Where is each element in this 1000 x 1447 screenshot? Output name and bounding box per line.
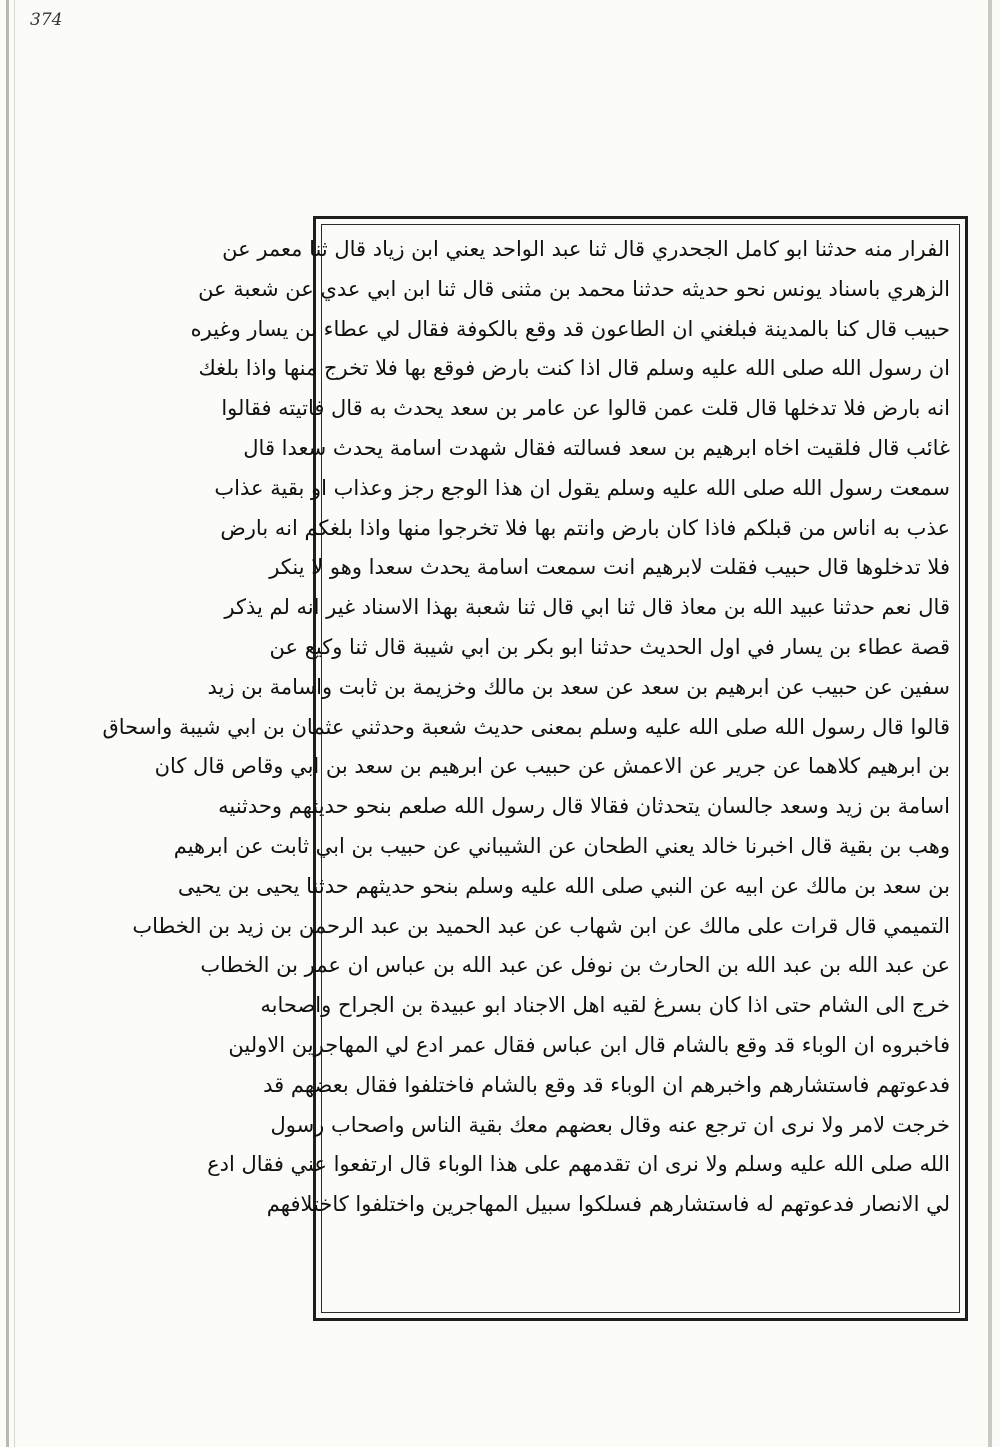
folio-number: 374 bbox=[30, 10, 63, 30]
binding-gutter bbox=[6, 0, 9, 1447]
text-line: بن سعد بن مالك عن ابيه عن النبي صلى الله عليه وسلم بنحو حديثهم حدثنا يحيى بن يحيى bbox=[177, 873, 950, 898]
text-line: عن عبد الله بن عبد الله بن الحارث بن نوفل عن عبد الله بن عباس ان عمر بن الخطاب bbox=[200, 953, 950, 978]
text-line: فدعوتهم فاستشارهم واخبرهم ان الوباء قد وقع بالشام فاختلفوا فقال بعضهم قد bbox=[263, 1072, 950, 1097]
text-line: لي الانصار فدعوتهم له فاستشارهم فسلكوا سبيل المهاجرين واختلفوا كاختلافهم bbox=[266, 1192, 950, 1217]
text-line: فاخبروه ان الوباء قد وقع بالشام قال ابن عباس فقال عمر ادع لي المهاجرين الاولين bbox=[228, 1032, 950, 1057]
text-line: بن ابرهيم كلاهما عن جرير عن الاعمش عن حبيب عن ابرهيم بن سعد بن ابي وقاص قال كان bbox=[154, 754, 950, 779]
text-line: التميمي قال قرات على مالك عن ابن شهاب عن عبد الحميد بن عبد الرحمن بن زيد بن الخطاب bbox=[132, 913, 950, 938]
text-line: خرج الى الشام حتى اذا كان بسرغ لقيه اهل الاجناد ابو عبيدة بن الجراح واصحابه bbox=[260, 993, 950, 1018]
text-line: الزهري باسناد يونس نحو حديثه حدثنا محمد بن مثنى قال ثنا ابن ابي عدي عن شعبة عن bbox=[198, 276, 950, 301]
text-line: ان رسول الله صلى الله عليه وسلم قال اذا كنت بارض فوقع بها فلا تخرج منها واذا بلغك bbox=[198, 356, 950, 381]
text-line: قصة عطاء بن يسار في اول الحديث حدثنا ابو بكر بن ابي شيبة قال ثنا وكيع عن bbox=[269, 634, 950, 659]
text-line: خرجت لامر ولا نرى ان ترجع عنه وقال بعضهم معك بقية الناس واصحاب رسول bbox=[270, 1112, 950, 1137]
text-line: وهب بن بقية قال اخبرنا خالد يعني الطحان عن الشيباني عن حبيب بن ابي ثابت عن ابرهيم bbox=[173, 833, 950, 858]
text-line: عذب به اناس من قبلكم فاذا كان بارض وانتم بها فلا تخرجوا منها واذا بلغكم انه بارض bbox=[220, 515, 950, 540]
text-line: قالوا قال رسول الله صلى الله عليه وسلم بمعنى حديث شعبة وحدثني عثمان بن ابي شيبة واسحاق bbox=[102, 714, 950, 739]
text-line: غائب قال فلقيت اخاه ابرهيم بن سعد فسالته فقال شهدت اسامة يحدث سعدا قال bbox=[243, 435, 950, 460]
text-line: اسامة بن زيد وسعد جالسان يتحدثان فقالا قال رسول الله صلعم بنحو حديثهم وحدثنيه bbox=[218, 794, 950, 819]
text-line: سمعت رسول الله صلى الله عليه وسلم يقول ان هذا الوجع رجز وعذاب او بقية عذاب bbox=[214, 475, 950, 500]
text-line: سفين عن حبيب عن ابرهيم بن سعد عن سعد بن مالك وخزيمة بن ثابت واسامة بن زيد bbox=[207, 674, 950, 699]
binding-gutter-inner bbox=[14, 0, 15, 1447]
text-line: حبيب قال كنا بالمدينة فبلغني ان الطاعون قد وقع بالكوفة فقال لي عطاء بن يسار وغيره bbox=[190, 316, 950, 341]
text-line: الله صلى الله عليه وسلم ولا نرى ان تقدمهم على هذا الوباء قال ارتفعوا عني فقال ادع bbox=[207, 1152, 950, 1177]
text-line: الفرار منه حدثنا ابو كامل الجحدري قال ثنا عبد الواحد يعني ابن زياد قال ثنا معمر عن bbox=[222, 237, 950, 261]
text-line: انه بارض فلا تدخلها قال قلت عمن قالوا عن عامر بن سعد يحدث به قال فاتيته فقالوا bbox=[221, 396, 950, 421]
text-line: فلا تدخلوها قال حبيب فقلت لابرهيم انت سمعت اسامة يحدث سعدا وهو لا ينكر bbox=[269, 555, 950, 580]
arabic-text-block bbox=[102, 230, 950, 1306]
page-edge bbox=[988, 0, 992, 1447]
text-line: قال نعم حدثنا عبيد الله بن معاذ قال ثنا ابي قال ثنا شعبة بهذا الاسناد غير انه لم يذكر bbox=[224, 595, 950, 620]
